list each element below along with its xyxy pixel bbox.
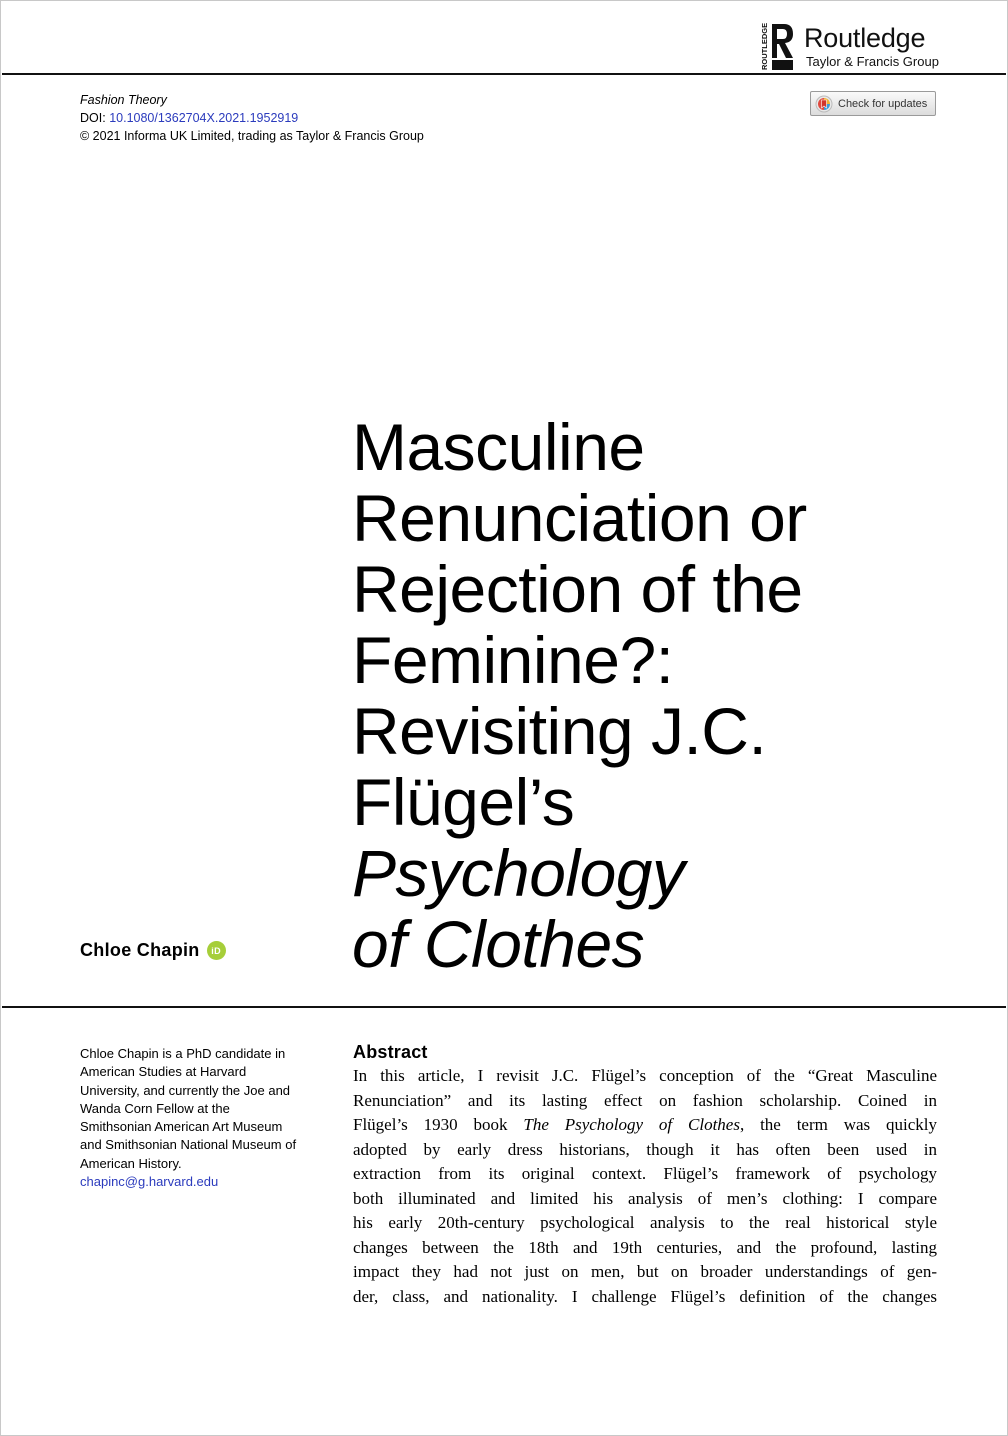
header-rule [2,73,1006,75]
abstract-line: extraction from its original context. Flügel’s framework of psychology [353,1164,937,1183]
doi-line [80,109,424,127]
abstract-heading: Abstract [353,1042,428,1062]
abstract-line: impact they had not just on men, but on broader understandings of gen- [353,1262,937,1281]
title-line: Revisiting J.C. [352,694,767,768]
title-line: Renunciation or [352,481,807,555]
publisher-group: Taylor & Francis Group [806,54,939,69]
title-line-italic: Psychology [352,836,685,910]
author-email-link[interactable]: chapinc@g.harvard.edu [80,1174,219,1190]
crossmark-icon [815,95,833,113]
title-line: Rejection of the [352,552,803,626]
title-line-italic: of Clothes [352,907,645,981]
copyright: © 2021 Informa UK Limited, trading as Taylor & Francis Group [80,129,424,143]
abstract-line: his early 20th-century psychological analysis to the real historical style [353,1213,937,1232]
author-byline [80,940,226,961]
article-meta [80,91,424,145]
doi-link[interactable]: 10.1080/1362704X.2021.1952919 [109,111,299,125]
bio-line: Chloe Chapin is a PhD candidate in [80,1046,286,1061]
bio-line: Smithsonian American Art Museum [80,1119,283,1135]
orcid-icon[interactable]: iD [207,941,226,960]
doi-label: DOI: [80,111,106,125]
title-line: Feminine?: [352,623,674,697]
publisher-name: Routledge [804,23,926,53]
abstract-line: changes between the 18th and 19th centuries, and the profound, lasting [353,1237,937,1257]
abstract-line: Flügel’s 1930 book The Psychology of Clothes, the term was quickly [353,1115,937,1134]
book-title: The Psychology of Clothes [523,1115,740,1134]
svg-text:ROUTLEDGE: ROUTLEDGE [760,22,769,70]
abstract-line: der, class, and nationality. I challenge Flügel’s definition of the changes [353,1286,937,1306]
bio-line: American Studies at Harvard [80,1064,247,1080]
routledge-logo-mark [760,22,794,72]
article-title [352,412,912,980]
routledge-logo [760,22,950,72]
author-name[interactable]: Chloe Chapin [80,940,200,960]
bio-line: and Smithsonian National Museum of [80,1137,297,1153]
abstract-line: adopted by early dress historians, though it has often been used in [353,1139,937,1159]
bio-line: University, and currently the Joe and [80,1082,291,1098]
title-line: Flügel’s [352,765,575,839]
check-for-updates-button[interactable] [810,91,936,116]
abstract-body [353,1064,937,1309]
check-for-updates-label: Check for updates [838,97,928,110]
bio-line: American History. [80,1155,182,1171]
abstract-line: In this article, I revisit J.C. Flügel’s conception of the “Great Masculine [353,1066,937,1085]
journal-name: Fashion Theory [80,93,167,107]
bio-line: Wanda Corn Fellow at the [80,1100,230,1116]
title-line: Masculine [352,410,645,484]
author-bio [80,1045,320,1191]
abstract-line: Renunciation” and its lasting effect on fashion scholarship. Coined in [353,1090,937,1110]
section-rule [2,1006,1006,1008]
abstract-line: both illuminated and limited his analysis of men’s clothing: I compare [353,1188,937,1208]
